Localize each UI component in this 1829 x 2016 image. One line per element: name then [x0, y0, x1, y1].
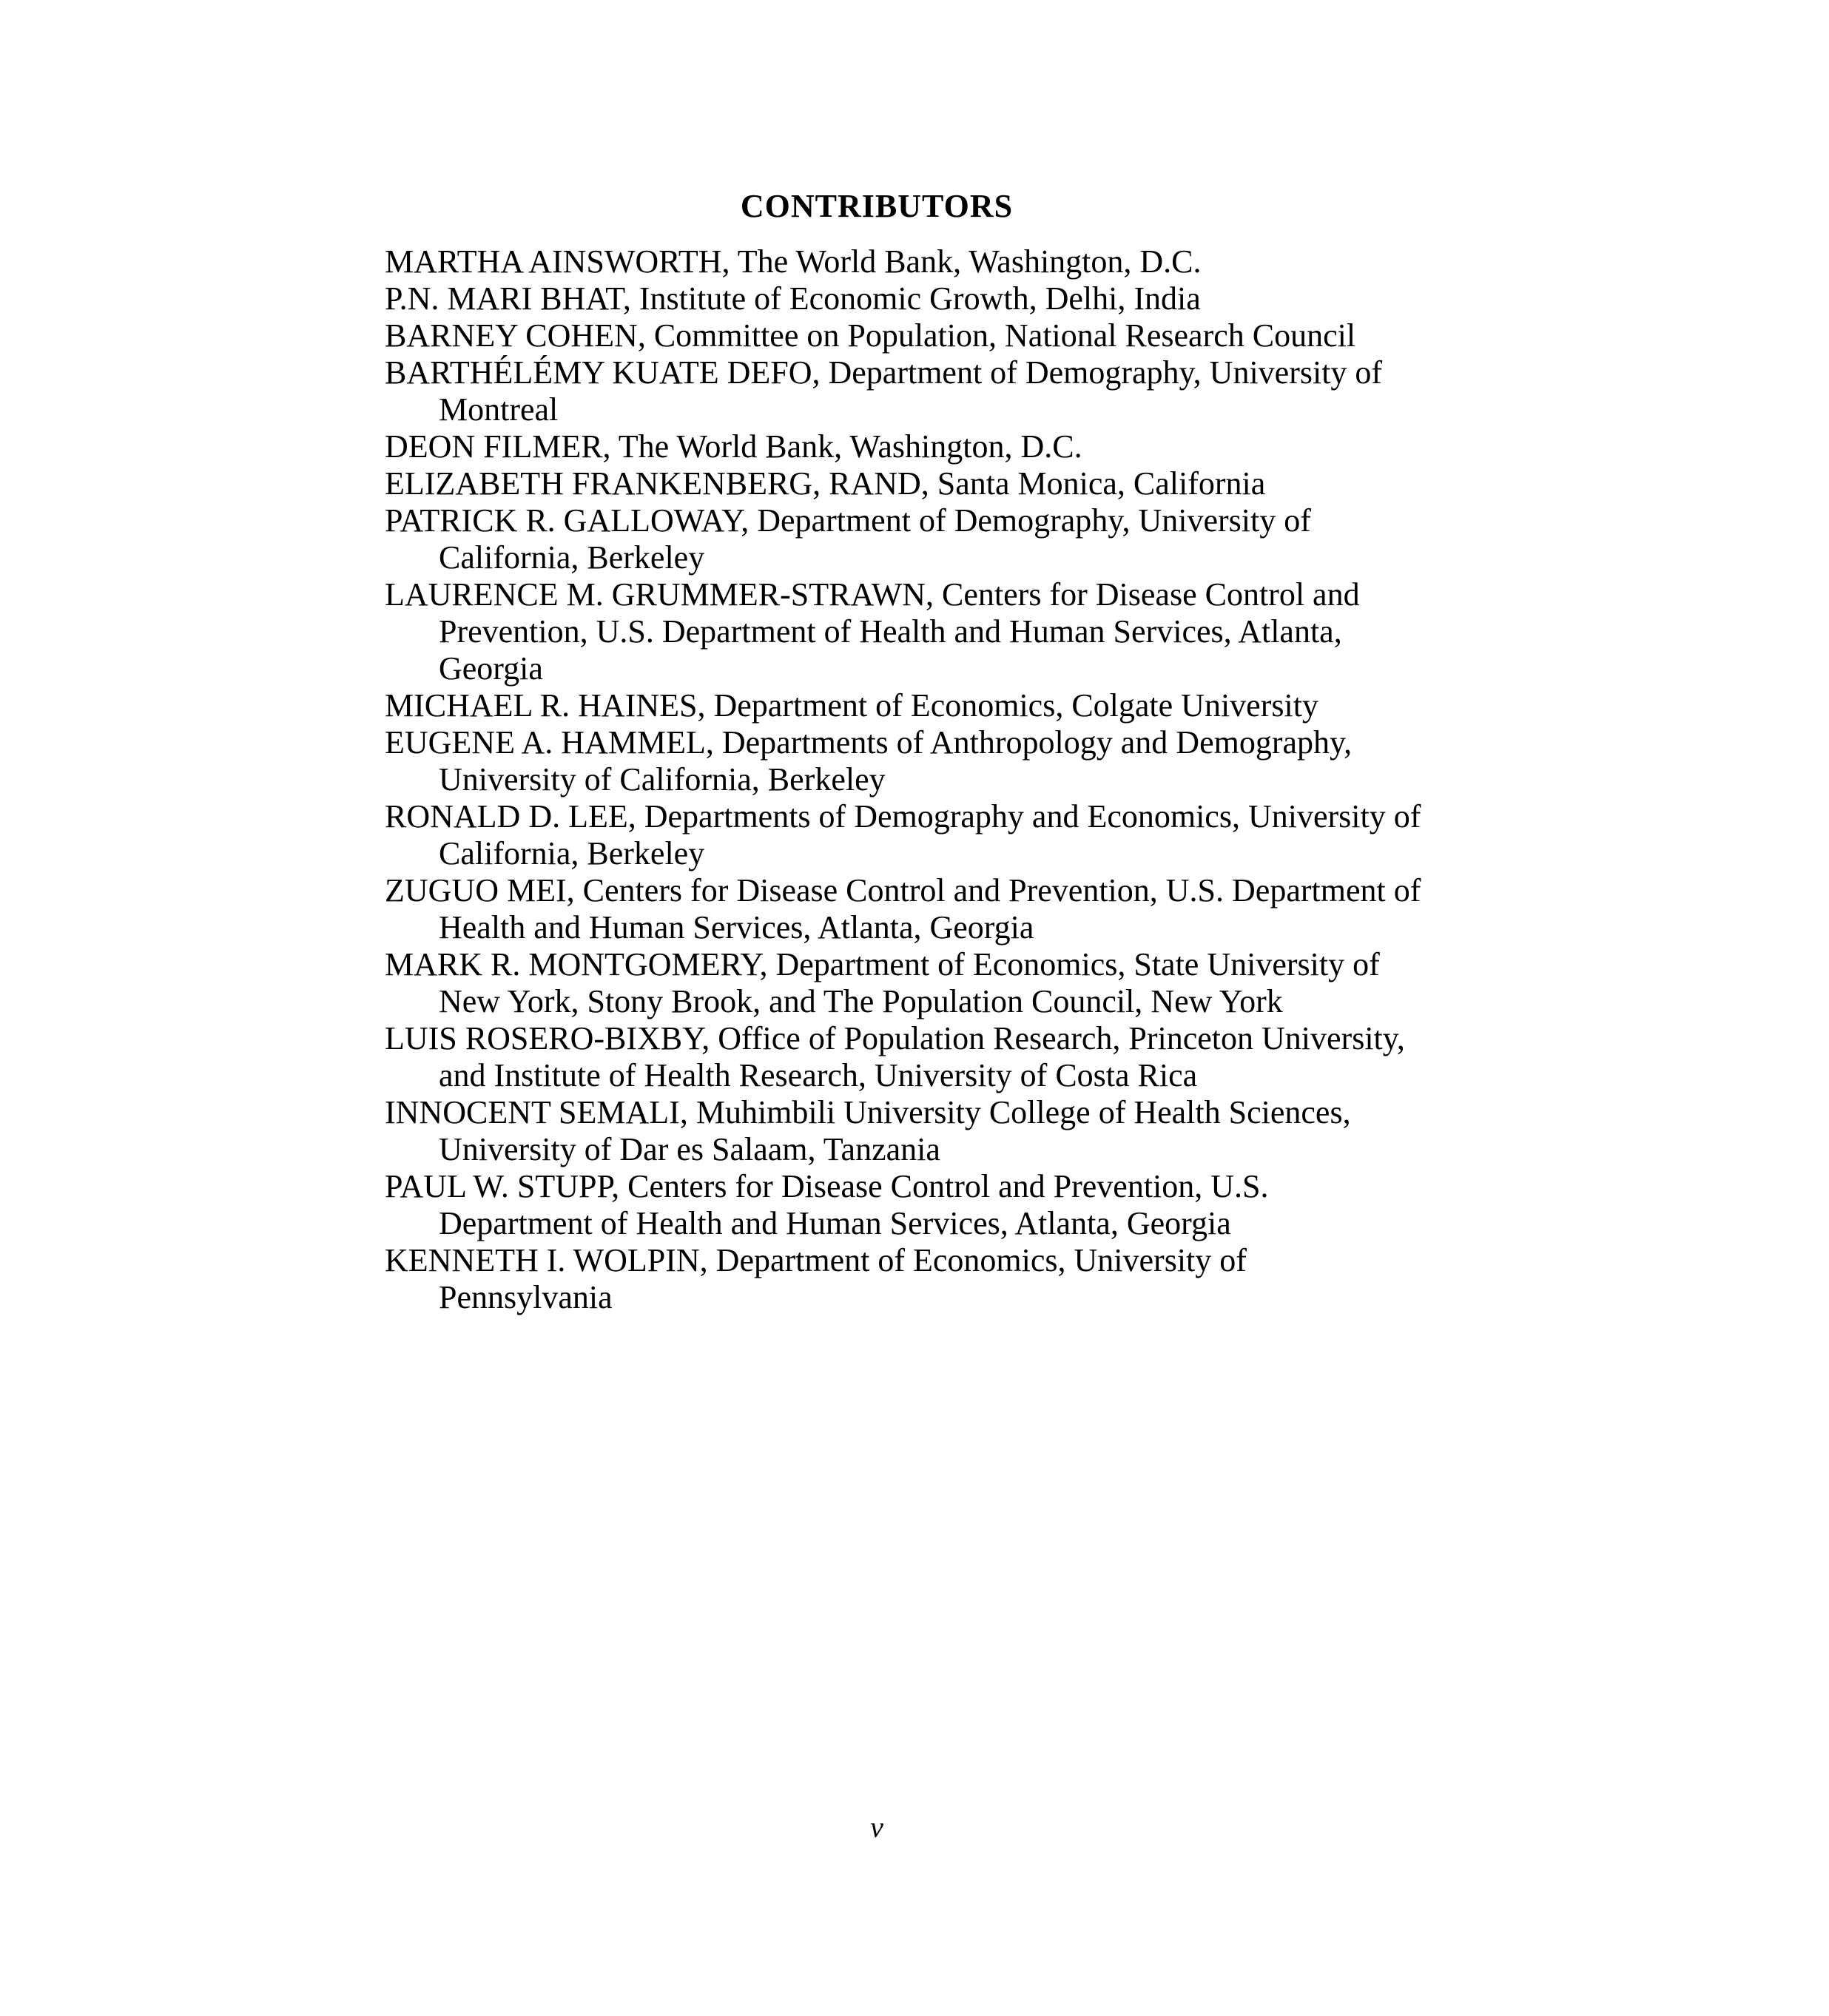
contributors-list: [385, 243, 1421, 1316]
contributor-line-continuation: University of Dar es Salaam, Tanzania: [439, 1131, 940, 1167]
contributor-line: LUIS ROSERO-BIXBY, Office of Population Research, Princeton University,: [385, 1020, 1405, 1056]
contributor-line: MARTHA AINSWORTH, The World Bank, Washington, D.C.: [385, 243, 1202, 280]
contributor-line: EUGENE A. HAMMEL, Departments of Anthropology and Demography,: [385, 724, 1353, 761]
contributor-entry: [385, 1094, 1380, 1168]
contributor-entry: [385, 576, 1380, 687]
contributor-entry: [385, 798, 1421, 872]
contributor-line-continuation: University of California, Berkeley: [439, 761, 886, 798]
contributor-line: INNOCENT SEMALI, Muhimbili University College of Health Sciences,: [385, 1094, 1351, 1130]
contributor-line-continuation: and Institute of Health Research, University of Costa Rica: [439, 1057, 1198, 1093]
contributor-entry: [385, 502, 1380, 576]
contributor-line: MARK R. MONTGOMERY, Department of Economics, State University of: [385, 946, 1380, 982]
contributor-entry: [385, 1168, 1380, 1242]
contributor-entry: [385, 946, 1380, 1020]
contributor-entry: [385, 724, 1380, 798]
page-title: CONTRIBUTORS: [740, 188, 1014, 224]
contributor-entry: [385, 243, 1380, 280]
contributor-line: BARNEY COHEN, Committee on Population, National Research Council: [385, 317, 1356, 354]
contributor-entry: [385, 428, 1380, 465]
contributor-entry: [385, 280, 1380, 317]
contributor-line: MICHAEL R. HAINES, Department of Economics, Colgate University: [385, 687, 1318, 724]
contributor-line: DEON FILMER, The World Bank, Washington, D.C.: [385, 428, 1082, 465]
contributor-entry: [385, 872, 1421, 946]
contributor-line-continuation: Pennsylvania: [439, 1279, 613, 1315]
page-number: v: [870, 1810, 883, 1844]
contributor-line: PAUL W. STUPP, Centers for Disease Control and Prevention, U.S.: [385, 1168, 1269, 1204]
contributor-entry: [385, 687, 1380, 724]
contributor-line-continuation: Health and Human Services, Atlanta, Georgia: [439, 909, 1034, 945]
contributor-line: PATRICK R. GALLOWAY, Department of Demography, University of: [385, 502, 1311, 539]
contributor-line: RONALD D. LEE, Departments of Demography and Economics, University of: [385, 798, 1421, 835]
contributor-line-continuation: Montreal: [439, 391, 559, 428]
contributor-line: LAURENCE M. GRUMMER-STRAWN, Centers for Disease Control and: [385, 576, 1360, 613]
contributor-entry: [385, 317, 1380, 354]
contributor-line-continuation: Prevention, U.S. Department of Health and Human Services, Atlanta,: [439, 613, 1342, 650]
contributor-entry: [385, 1020, 1405, 1094]
contributor-line-continuation: California, Berkeley: [439, 835, 705, 872]
contributor-line-continuation: Department of Health and Human Services, Atlanta, Georgia: [439, 1205, 1231, 1241]
contributor-line: P.N. MARI BHAT, Institute of Economic Growth, Delhi, India: [385, 280, 1201, 317]
contributor-entry: [385, 354, 1383, 428]
contributor-line-continuation: California, Berkeley: [439, 539, 705, 576]
contributor-line: KENNETH I. WOLPIN, Department of Economics, University of: [385, 1242, 1247, 1278]
contributor-line: ZUGUO MEI, Centers for Disease Control and Prevention, U.S. Department of: [385, 872, 1421, 908]
contributor-line-continuation: New York, Stony Brook, and The Population Council, New York: [439, 983, 1283, 1019]
contributor-line-continuation: Georgia: [439, 650, 543, 687]
contributor-line: ELIZABETH FRANKENBERG, RAND, Santa Monica, California: [385, 465, 1266, 502]
contributor-entry: [385, 465, 1380, 502]
contributor-line: BARTHÉLÉMY KUATE DEFO, Department of Demography, University of: [385, 354, 1383, 391]
contributor-entry: [385, 1242, 1380, 1316]
